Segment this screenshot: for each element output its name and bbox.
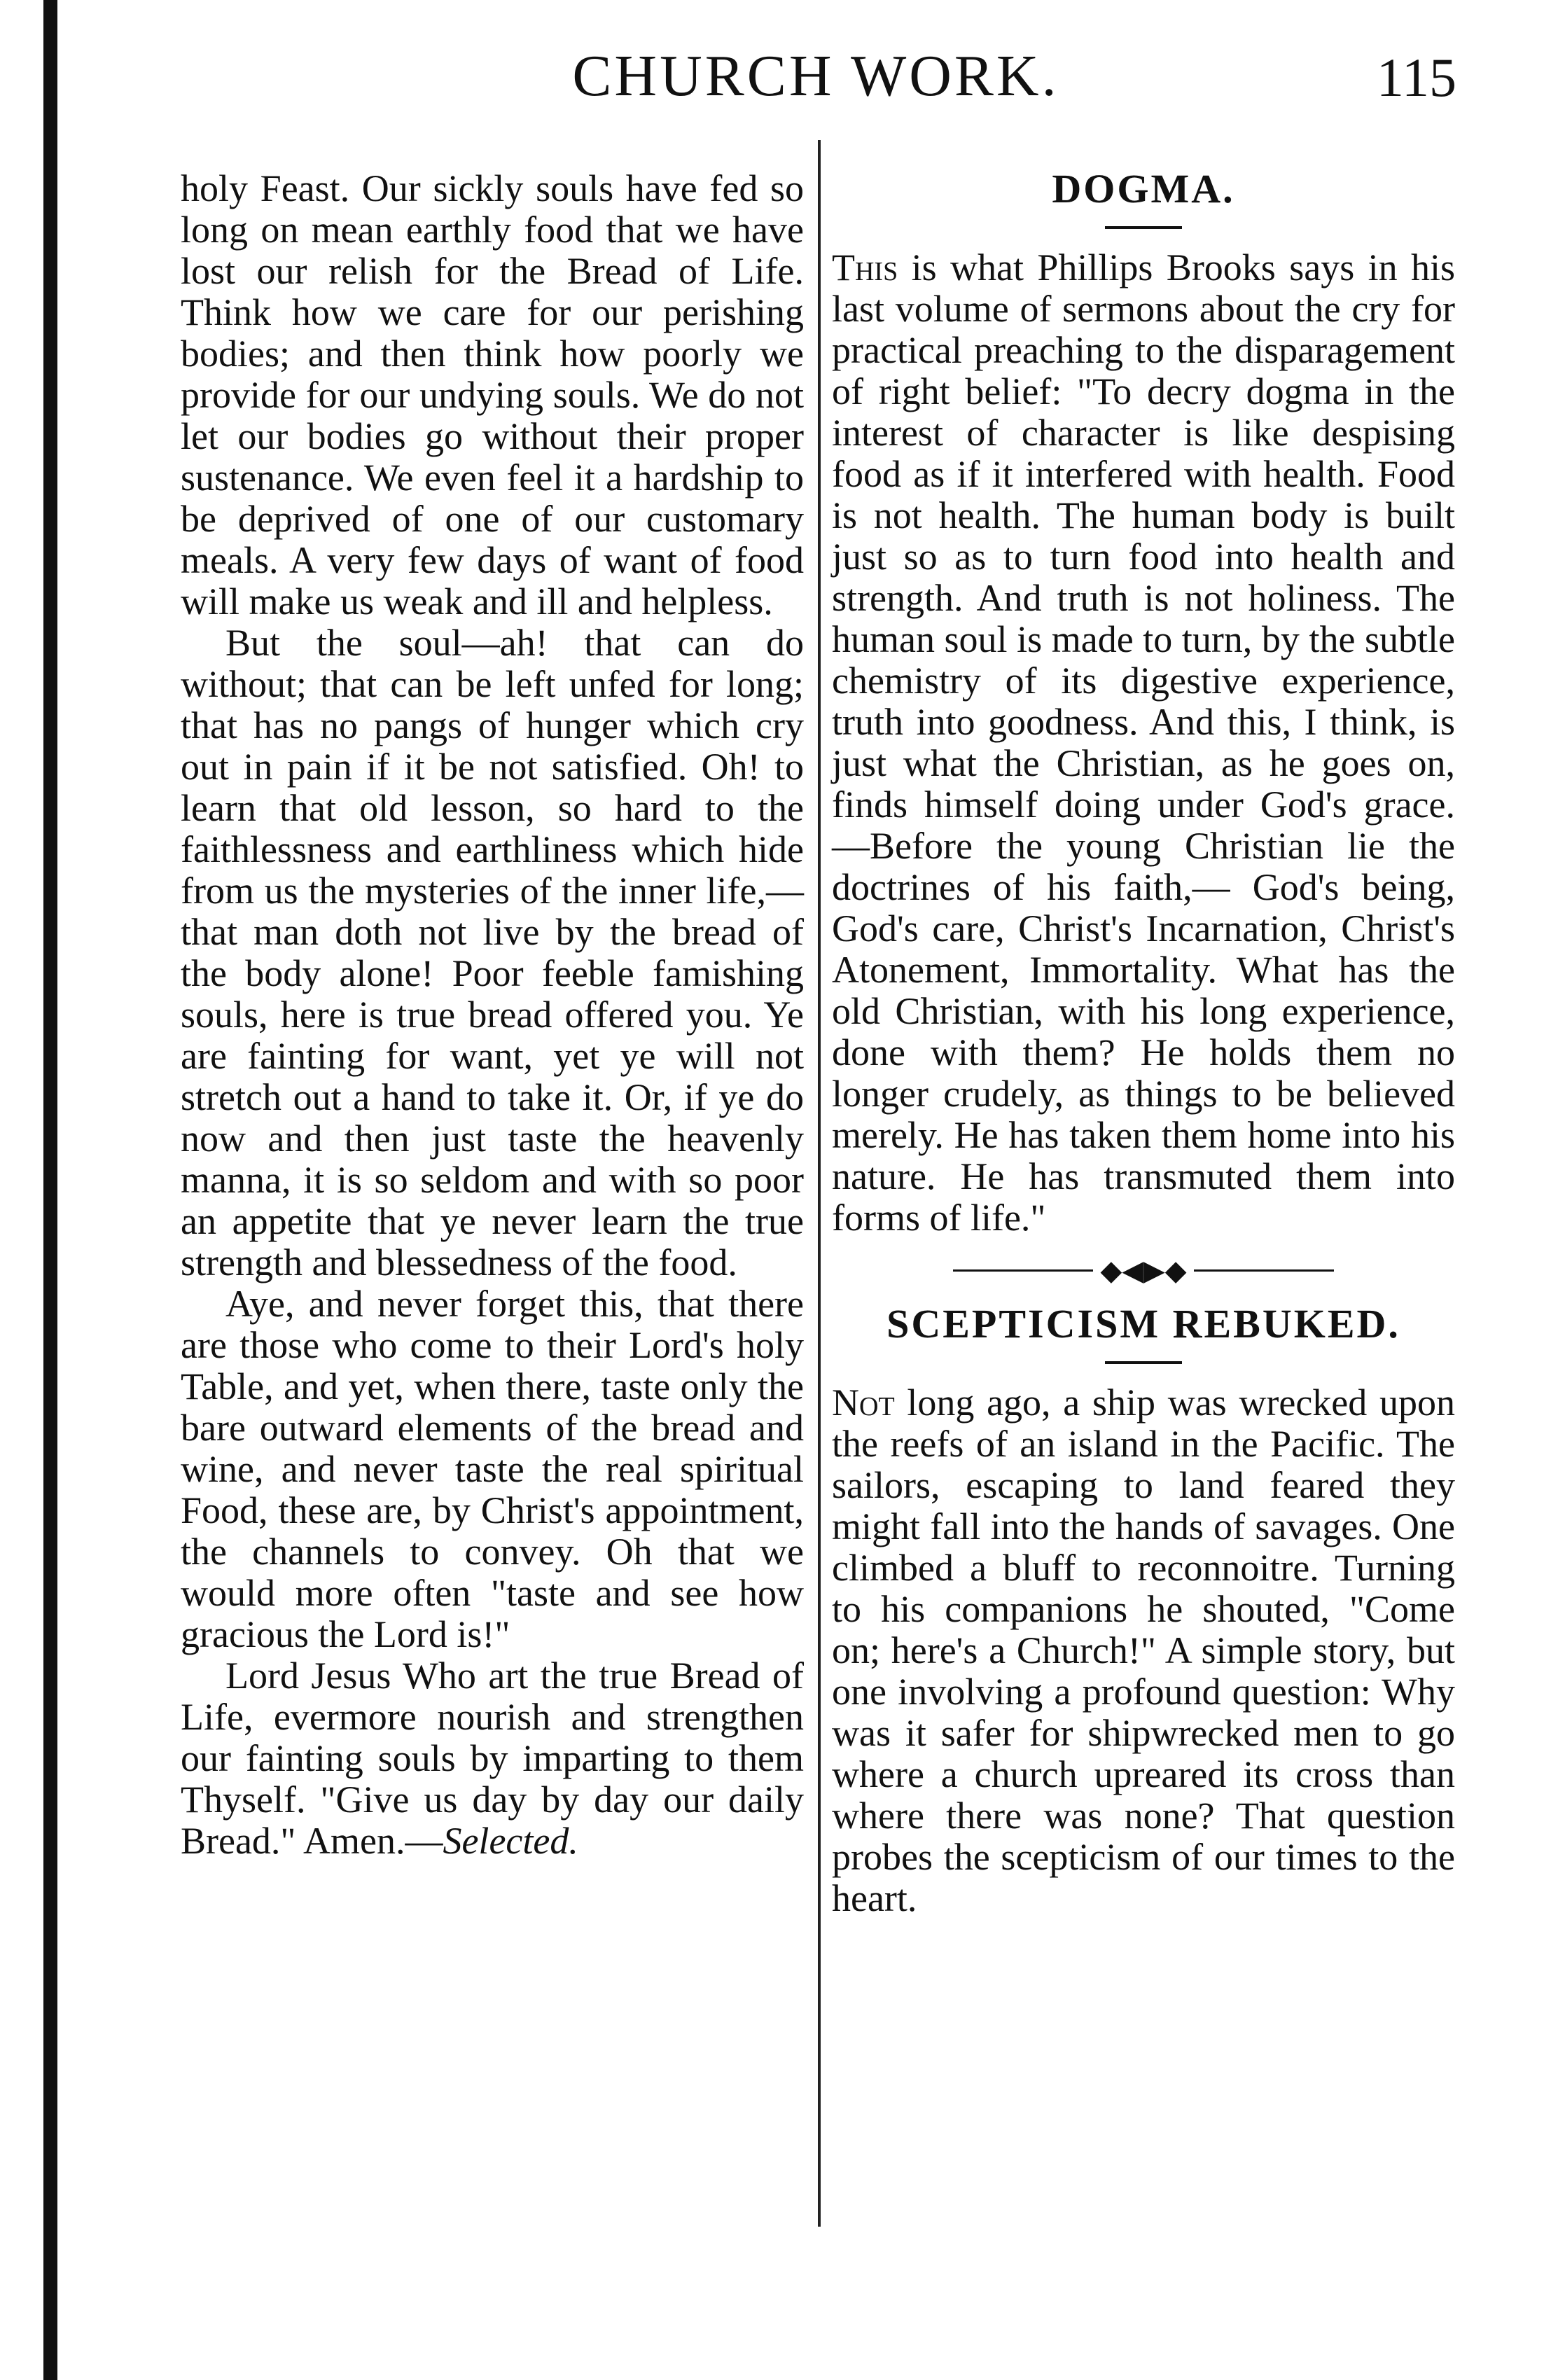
dogma-heading: DOGMA. xyxy=(1052,166,1235,211)
page-edge-rule xyxy=(43,0,57,2380)
page-number: 115 xyxy=(1376,47,1456,108)
dogma-text: is what Phillips Brooks says in his last volume of sermons about the cry for practical preaching to the disparagement of right belief: "To decry dogma in the interest of character is like despising food as if it interfered with health. Food is not health. The human body is built just so as to turn food into health and strength. And truth is not holiness. The human soul is made to turn, by the subtle chemistry of its digestive experience, truth into goodness. And this, I think, is just what the Christian, as he goes on, finds himself doing under God's grace.—Before the young Christian lie the doctrines of his faith,— God's being, God's care, Christ's Incarnation, Christ's Atonement, Immortality. What has the old Christian, with his long experience, done with them? He holds them no longer crudely, as things to be believed merely. He has taken them home into his nature. He has transmuted them into forms of life." xyxy=(832,246,1455,1239)
paragraph-3: Aye, and never forget this, that there are those who come to their Lord's holy Table, and yet, when there, taste only the bare outward elements of the bread and wine, and never taste the real spiritual Food, these are, by Christ's appointment, the channels to convey. Oh that we would more often "taste and see how gracious the Lord is!" xyxy=(181,1283,804,1655)
scepticism-body xyxy=(832,1382,1455,1919)
signature-selected: Selected. xyxy=(443,1820,578,1862)
column-divider xyxy=(818,140,821,2227)
ornament-line-right xyxy=(1194,1269,1334,1272)
left-column xyxy=(181,168,804,1862)
right-column xyxy=(832,168,1455,1919)
paragraph-4 xyxy=(181,1655,804,1862)
scepticism-lead-caps: Not xyxy=(832,1381,895,1424)
scepticism-heading: SCEPTICISM REBUKED. xyxy=(886,1300,1400,1346)
scepticism-text: long ago, a ship was wrecked upon the reefs of an island in the Pacific. The sailors, escaping to land feared they might fall into the hands of savages. One climbed a bluff to reconnoitre. Turning to his companions he shouted, "Come on; here's a Church!" A simple story, but one involving a profound question: Why was it safer for shipwrecked men to go where a church upreared its cross than where there was none? That question probes the scepticism of our times to the heart. xyxy=(832,1381,1455,1919)
paragraph-1: holy Feast. Our sickly souls have fed so long on mean earthly food that we have lost our relish for the Bread of Life. Think how we care for our perishing bodies; and then think how poorly we provide for our undying souls. We do not let our bodies go without their proper sustenance. We even feel it a hardship to be deprived of one of our customary meals. A very few days of want of food will make us weak and ill and helpless. xyxy=(181,167,804,622)
scepticism-rule xyxy=(1105,1361,1182,1364)
running-title: CHURCH WORK. xyxy=(572,43,1059,109)
page-header xyxy=(175,42,1456,126)
dogma-lead-caps: This xyxy=(832,246,898,288)
prayer-text: Lord Jesus Who art the true Bread of Life, evermore nourish and strengthen our fainting souls by imparting to them Thyself. "Give us day by day our daily Bread." Amen.— xyxy=(181,1655,804,1862)
paragraph-2: But the soul—ah! that can do without; that can be left unfed for long; that has no pangs of hunger which cry out in pain if it be not satisfied. Oh! to learn that old lesson, so hard to the faithlessness and earthliness which hide from us the mysteries of the inner life,—that man doth not live by the bread of the body alone! Poor feeble famishing souls, here is true bread offered you. Ye are fainting for want, yet ye will not stretch out a hand to take it. Or, if ye do now and then just taste the heavenly manna, it is so seldom and with so poor an appetite that ye never learn the true strength and blessedness of the food. xyxy=(181,622,804,1283)
ornament-line-left xyxy=(953,1269,1093,1272)
ornament-glyph: ◆◀▶◆ xyxy=(1100,1254,1187,1286)
dogma-rule xyxy=(1105,226,1182,229)
dogma-body xyxy=(832,247,1455,1239)
section-ornament xyxy=(832,1254,1455,1285)
